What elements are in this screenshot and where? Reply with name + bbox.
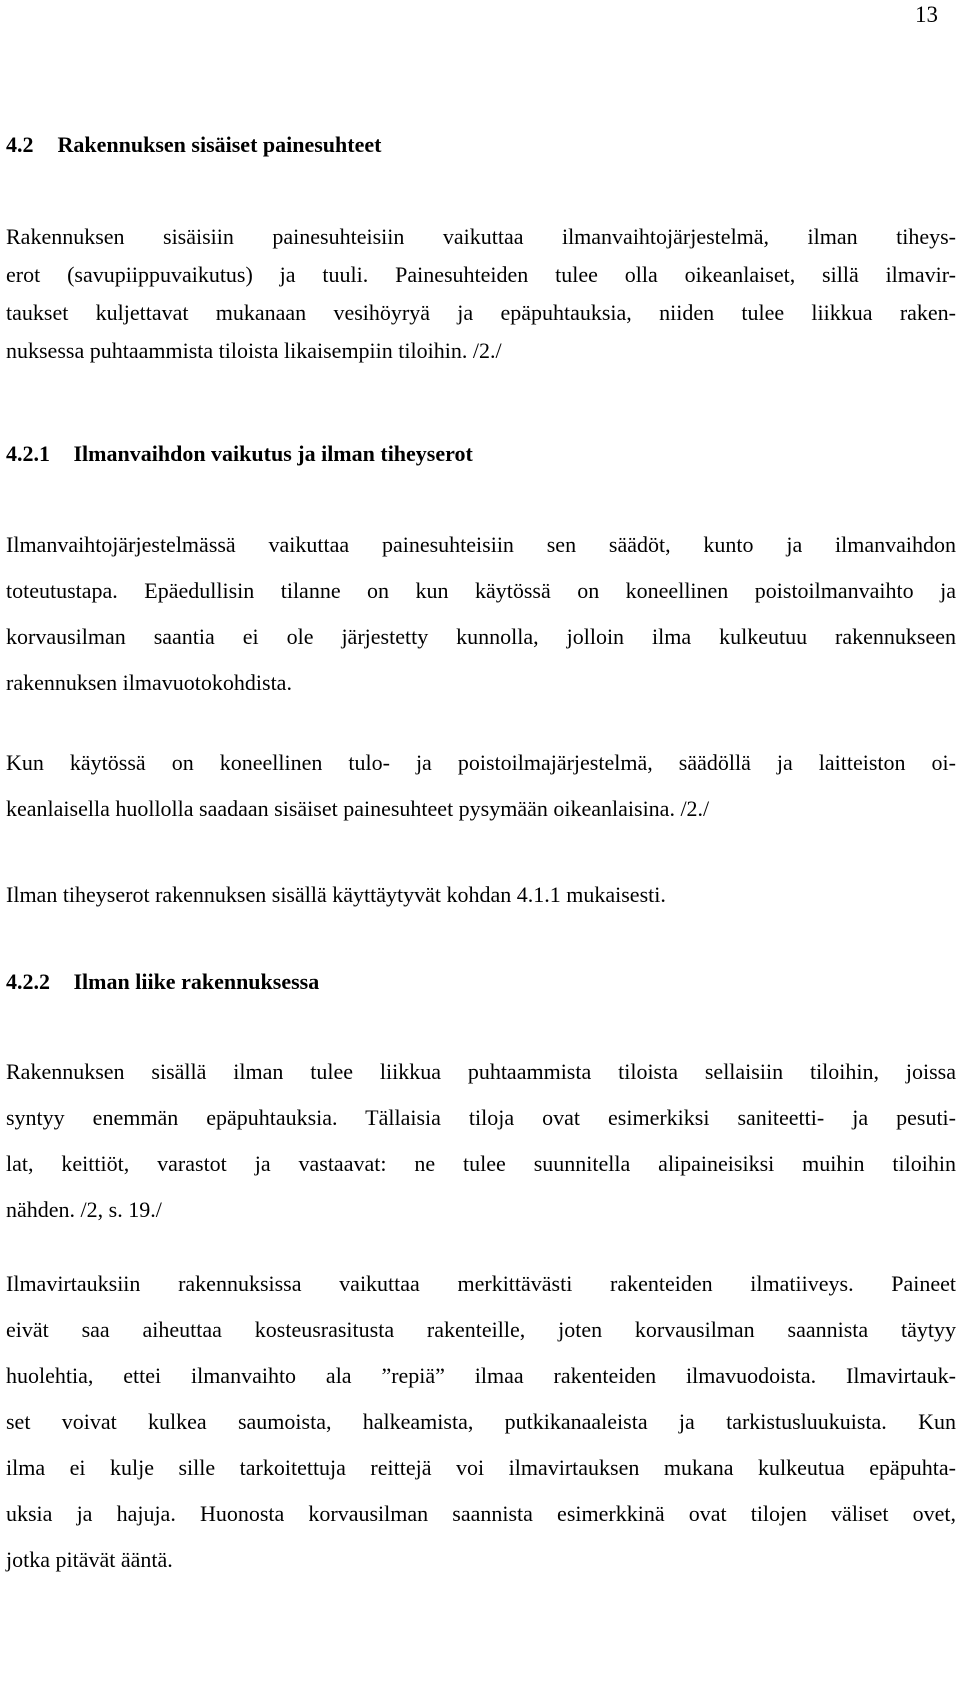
section-heading-4-2-1 bbox=[6, 440, 473, 468]
paragraph-airtightness bbox=[6, 1261, 956, 1583]
text-line: Kun käytössä on koneellinen tulo- ja poistoilmajärjestelmä, säädöllä ja laitteiston oi- bbox=[6, 750, 956, 775]
section-number: 4.2.2 bbox=[6, 969, 50, 994]
text-line: eivät saa aiheuttaa kosteusrasitusta rakenteille, joten korvausilman saannista täytyy bbox=[6, 1317, 956, 1342]
text-line: Ilmavirtauksiin rakennuksissa vaikuttaa merkittävästi rakenteiden ilmatiiveys. Paineet bbox=[6, 1271, 956, 1296]
paragraph-air-movement bbox=[6, 1049, 956, 1233]
text-line: nuksessa puhtaammista tiloista likaisempiin tiloihin. /2./ bbox=[6, 338, 502, 363]
text-line: korvausilman saantia ei ole järjestetty kunnolla, jolloin ilma kulkeutuu rakennukseen bbox=[6, 624, 956, 649]
text-line: ilma ei kulje sille tarkoitettuja reittejä voi ilmavirtauksen mukana kulkeutua epäpuhta- bbox=[6, 1455, 956, 1480]
section-number: 4.2.1 bbox=[6, 441, 50, 466]
paragraph-mechanical-ventilation bbox=[6, 740, 956, 832]
section-title: Ilmanvaihdon vaikutus ja ilman tiheyserot bbox=[73, 441, 473, 466]
text-line: lat, keittiöt, varastot ja vastaavat: ne tulee suunnitella alipaineisiksi muihin tiloihin bbox=[6, 1151, 956, 1176]
paragraph-density-differences bbox=[6, 872, 956, 918]
section-heading-4-2-2 bbox=[6, 968, 319, 996]
text-line: keanlaisella huollolla saadaan sisäiset painesuhteet pysymään oikeanlaisina. /2./ bbox=[6, 796, 710, 821]
text-line: huolehtia, ettei ilmanvaihto ala ”repiä” ilmaa rakenteiden ilmavuodoista. Ilmavirtauk- bbox=[6, 1363, 956, 1388]
text-line: Rakennuksen sisäisiin painesuhteisiin vaikuttaa ilmanvaihtojärjestelmä, ilman tiheys- bbox=[6, 224, 956, 249]
text-line: uksia ja hajuja. Huonosta korvausilman saannista esimerkkinä ovat tilojen väliset ovet, bbox=[6, 1501, 956, 1526]
text-line: rakennuksen ilmavuotokohdista. bbox=[6, 670, 292, 695]
section-heading-4-2 bbox=[6, 131, 381, 159]
text-line: Ilmanvaihtojärjestelmässä vaikuttaa painesuhteisiin sen säädöt, kunto ja ilmanvaihdon bbox=[6, 532, 956, 557]
text-line: erot (savupiippuvaikutus) ja tuuli. Painesuhteiden tulee olla oikeanlaiset, sillä ilmavir- bbox=[6, 262, 956, 287]
text-line: syntyy enemmän epäpuhtauksia. Tällaisia tiloja ovat esimerkiksi saniteetti- ja pesuti- bbox=[6, 1105, 956, 1130]
page-number: 13 bbox=[915, 2, 938, 27]
section-title: Rakennuksen sisäiset painesuhteet bbox=[57, 132, 382, 157]
section-number: 4.2 bbox=[6, 132, 34, 157]
section-title: Ilman liike rakennuksessa bbox=[73, 969, 320, 994]
text-line: set voivat kulkea saumoista, halkeamista, putkikanaaleista ja tarkistusluukuista. Kun bbox=[6, 1409, 956, 1434]
paragraph-internal-pressure bbox=[6, 218, 956, 370]
text-line: Rakennuksen sisällä ilman tulee liikkua puhtaammista tiloista sellaisiin tiloihin, joissa bbox=[6, 1059, 956, 1084]
text-line: Ilman tiheyserot rakennuksen sisällä käyttäytyvät kohdan 4.1.1 mukaisesti. bbox=[6, 882, 666, 907]
text-line: jotka pitävät ääntä. bbox=[6, 1547, 173, 1572]
paragraph-ventilation-effect bbox=[6, 522, 956, 706]
text-line: nähden. /2, s. 19./ bbox=[6, 1197, 162, 1222]
text-line: toteutustapa. Epäedullisin tilanne on kun käytössä on koneellinen poistoilmanvaihto ja bbox=[6, 578, 956, 603]
text-line: taukset kuljettavat mukanaan vesihöyryä ja epäpuhtauksia, niiden tulee liikkua raken- bbox=[6, 300, 956, 325]
